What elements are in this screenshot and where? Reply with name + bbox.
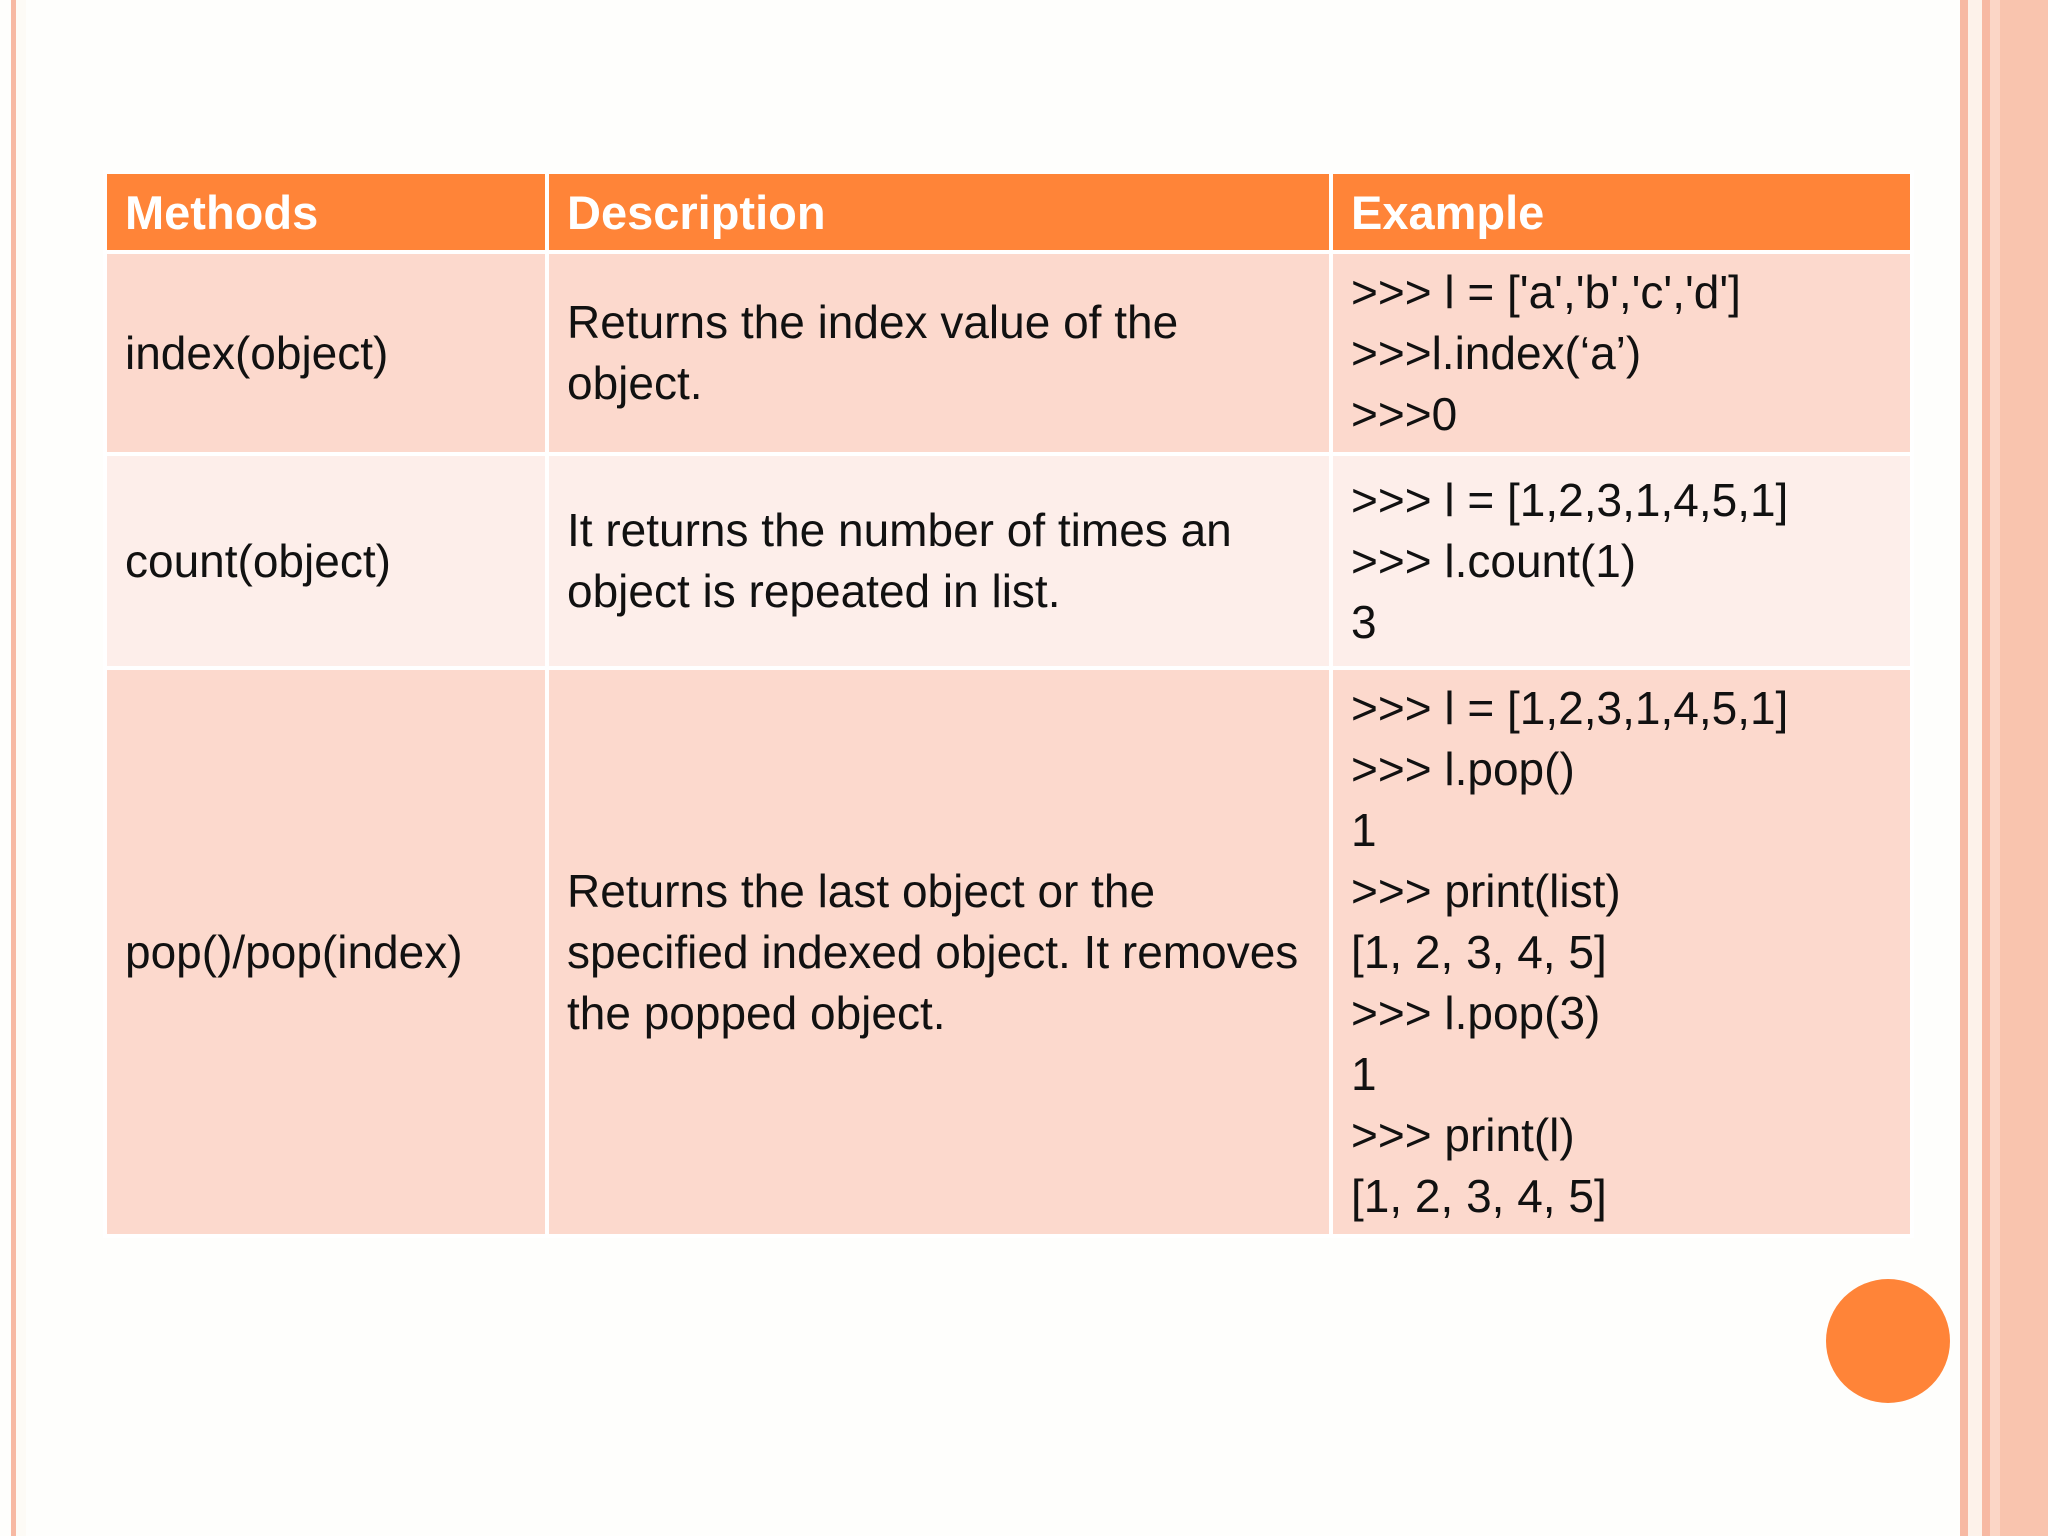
example-line: >>> l.count(1) <box>1351 534 1637 587</box>
header-description: Description <box>547 172 1331 252</box>
method-cell: pop()/pop(index) <box>105 668 547 1236</box>
example-cell <box>1331 252 1912 454</box>
example-line: 3 <box>1351 595 1377 648</box>
left-panel <box>16 0 26 1536</box>
example-line: >>> l = [1,2,3,1,4,5,1] <box>1351 473 1789 526</box>
example-line: [1, 2, 3, 4, 5] <box>1351 925 1607 978</box>
example-line: >>>0 <box>1351 387 1458 440</box>
table-header-row <box>105 172 1912 252</box>
header-example: Example <box>1331 172 1912 252</box>
description-cell <box>547 668 1331 1236</box>
example-line: [1, 2, 3, 4, 5] <box>1351 1169 1607 1222</box>
example-cell <box>1331 668 1912 1236</box>
description-cell <box>547 252 1331 454</box>
header-methods: Methods <box>105 172 547 252</box>
example-line: >>> l.pop(3) <box>1351 986 1601 1039</box>
decorative-orange-circle <box>1826 1279 1950 1403</box>
table-row <box>105 668 1912 1236</box>
example-line: >>> l = [1,2,3,1,4,5,1] <box>1351 681 1789 734</box>
example-cell <box>1331 454 1912 668</box>
table-row <box>105 252 1912 454</box>
example-line: >>> print(list) <box>1351 864 1621 917</box>
right-border-stripes <box>1960 0 2048 1536</box>
description-text: Returns the index value of the object. <box>567 296 1179 409</box>
list-methods-table <box>103 170 1914 1238</box>
description-text: Returns the last object or the specified indexed object. It removes the popped object. <box>567 864 1299 1039</box>
description-cell <box>547 454 1331 668</box>
method-cell: count(object) <box>105 454 547 668</box>
example-line: >>> l = ['a','b','c','d'] <box>1351 265 1741 318</box>
example-line: >>> print(l) <box>1351 1108 1575 1161</box>
example-line: >>> l.pop() <box>1351 742 1575 795</box>
description-text: It returns the number of times an object is repeated in list. <box>567 504 1232 617</box>
table-row <box>105 454 1912 668</box>
example-line: 1 <box>1351 1047 1377 1100</box>
example-line: >>>l.index(‘a’) <box>1351 326 1642 379</box>
method-cell: index(object) <box>105 252 547 454</box>
example-line: 1 <box>1351 803 1377 856</box>
